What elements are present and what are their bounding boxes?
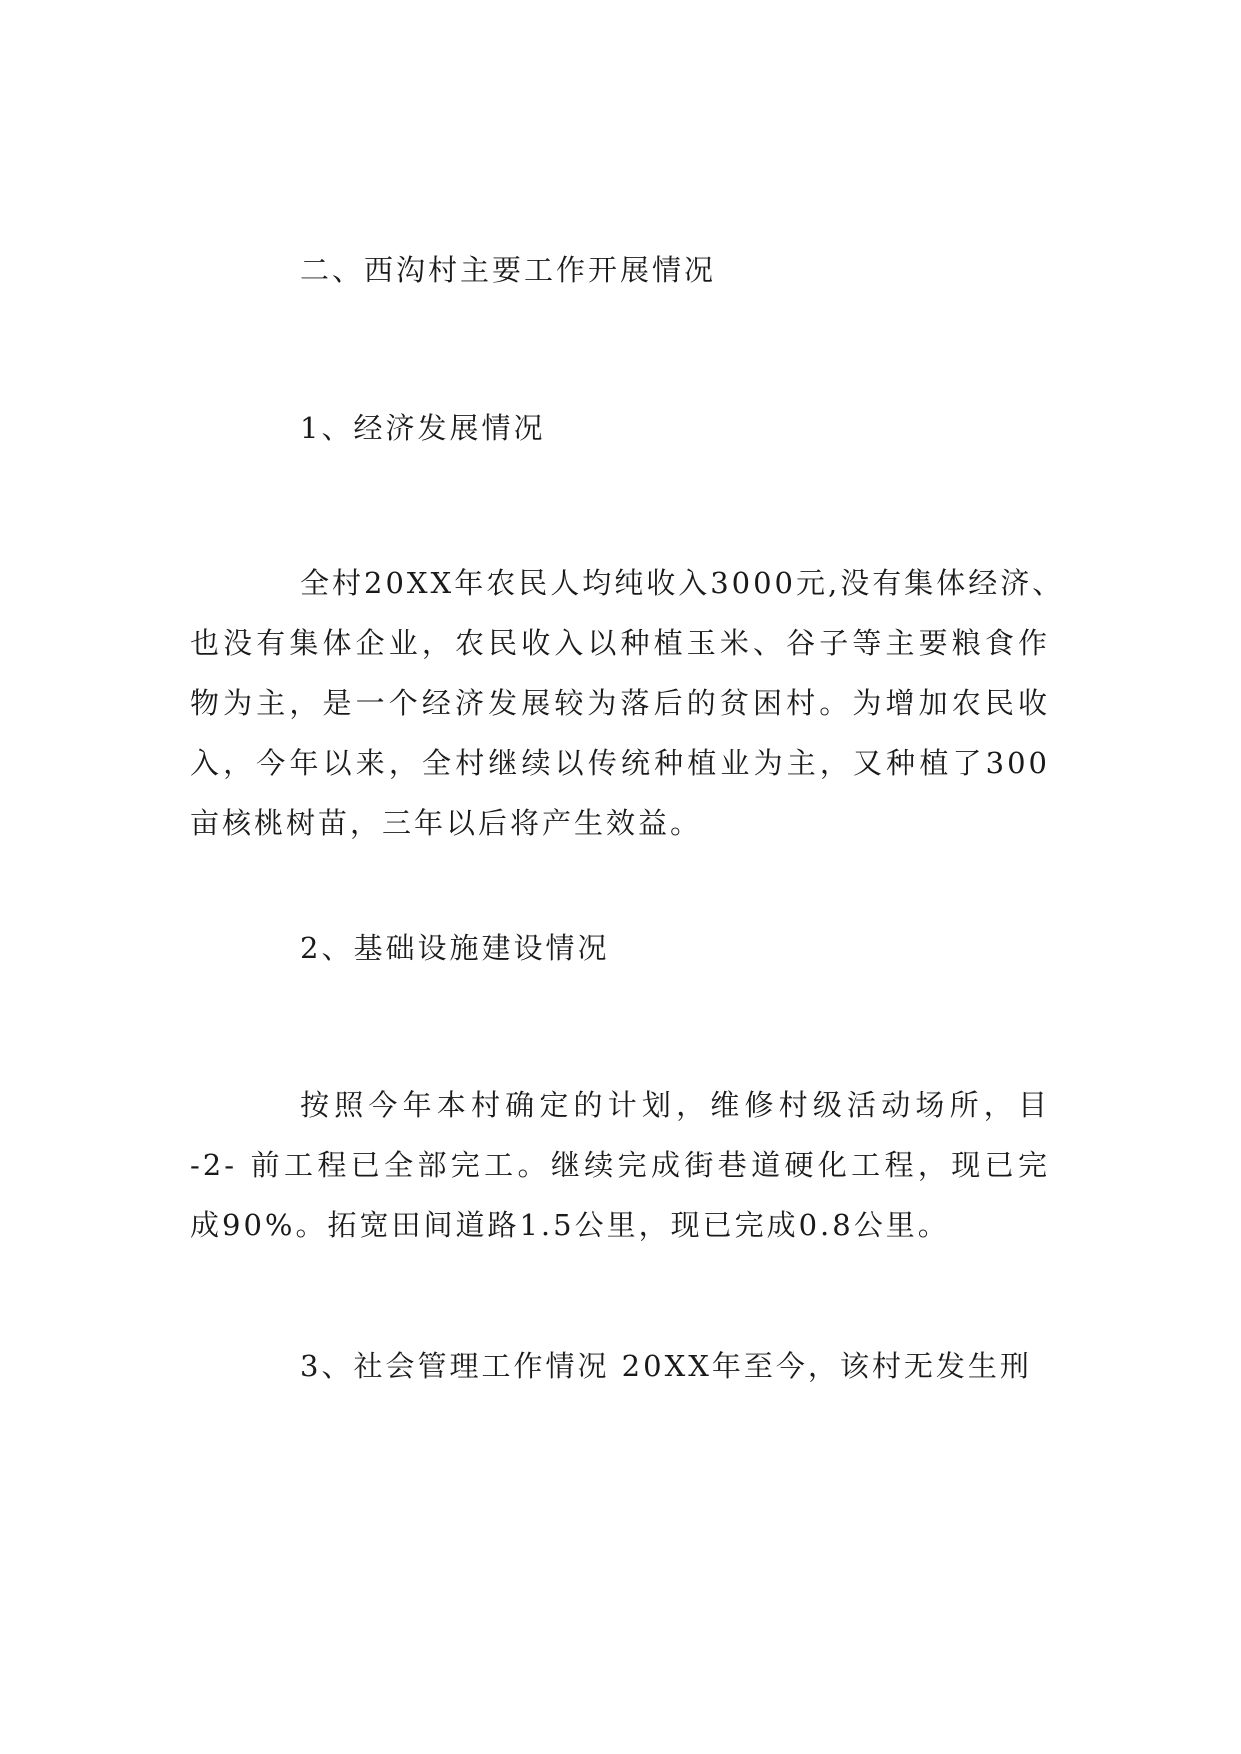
paragraph-line: 按照今年本村确定的计划，维修村级活动场所，目 — [300, 1088, 1050, 1122]
paragraph-economy — [190, 553, 1065, 853]
paragraph-line: 物为主，是一个经济发展较为落后的贫困村。为增加农民收 — [190, 686, 1050, 720]
paragraph-line: 入，今年以来，全村继续以传统种植业为主，又种植了300 — [190, 746, 1050, 780]
paragraph-infrastructure — [190, 1075, 1050, 1255]
paragraph-line: 全村20XX年农民人均纯收入3000元,没有集体经济、 — [300, 566, 1065, 600]
subsection-title-social: 3、社会管理工作情况 20XX年至今，该村无发生刑 — [300, 1349, 1032, 1383]
subsection-title-economy: 1、经济发展情况 — [300, 411, 546, 445]
paragraph-line: -2- 前工程已全部完工。继续完成街巷道硬化工程，现已完 — [190, 1148, 1050, 1182]
paragraph-line: 亩核桃树苗，三年以后将产生效益。 — [190, 806, 703, 840]
section-title: 二、西沟村主要工作开展情况 — [300, 253, 717, 287]
paragraph-line: 也没有集体企业，农民收入以种植玉米、谷子等主要粮食作 — [190, 626, 1050, 660]
subsection-title-infrastructure: 2、基础设施建设情况 — [300, 931, 610, 965]
paragraph-line: 成90%。拓宽田间道路1.5公里，现已完成0.8公里。 — [190, 1208, 950, 1242]
